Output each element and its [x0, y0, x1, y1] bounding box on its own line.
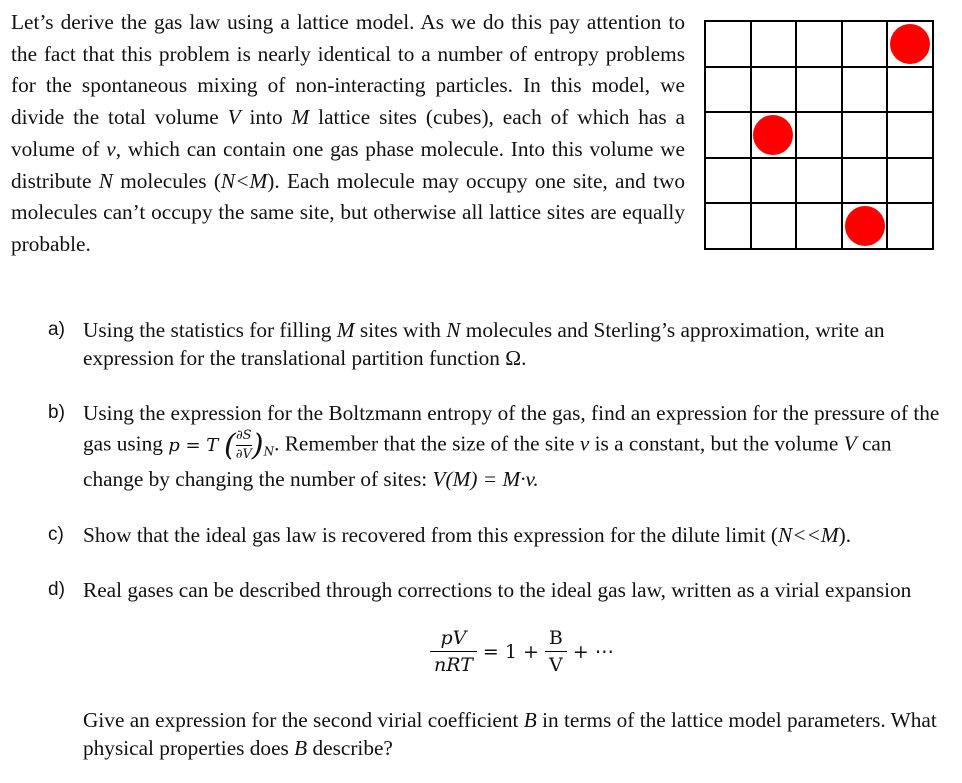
lattice-site	[705, 67, 751, 113]
lattice-site	[887, 158, 933, 204]
lattice-site	[796, 203, 842, 249]
question-b: b) Using the expression for the Boltzmann entropy of the gas, find an expression for the pressure of the gas using p = T ( $\frac{\partial S}{\partial V}$ )$_N$. Remember that the size of the site v is a constant, but the volume V can change by changing the number of sites: V(M) = M·v.	[48, 401, 940, 492]
question-letter: b)	[48, 402, 65, 423]
lattice-site	[796, 112, 842, 158]
lattice-site	[842, 112, 888, 158]
lattice-site	[705, 21, 751, 67]
lattice-site	[887, 203, 933, 249]
lattice-site	[796, 21, 842, 67]
lattice-site	[751, 112, 797, 158]
molecule	[890, 24, 930, 64]
lattice-site	[842, 203, 888, 249]
lattice-site	[887, 21, 933, 67]
lattice-site	[751, 158, 797, 204]
question-d: d) Real gases can be described through corrections to the ideal gas law, written as a virial expansion	[48, 578, 912, 602]
lattice-site	[796, 158, 842, 204]
lattice-site	[705, 112, 751, 158]
lattice-site	[705, 158, 751, 204]
lattice-site	[705, 203, 751, 249]
lattice-site	[842, 21, 888, 67]
pressure-formula: p = T ( $\frac{\partial S}{\partial V}$ )$_N$	[168, 427, 275, 463]
lattice-grid	[704, 20, 934, 250]
lattice-site	[887, 67, 933, 113]
lattice-site	[751, 21, 797, 67]
question-letter: a)	[48, 319, 65, 340]
virial-equation: $\frac{pV}{\text{nRT}}$ = 1 + $\frac{B}{V}$ + ⋯	[430, 625, 620, 678]
lattice-site	[751, 67, 797, 113]
molecule	[845, 206, 885, 246]
lattice-site	[751, 203, 797, 249]
molecule	[753, 115, 793, 155]
lattice-site	[796, 67, 842, 113]
question-c: c) Show that the ideal gas law is recovered from this expression for the dilute limit (N<<M).	[48, 523, 852, 547]
lattice-site	[842, 67, 888, 113]
question-letter: c)	[48, 524, 64, 545]
question-d-followup: Give an expression for the second virial coefficient B in terms of the lattice model parameters. What physical properties does B describe?	[83, 708, 937, 760]
intro-paragraph: Let’s derive the gas law using a lattice model. As we do this pay attention to the fact that this problem is nearly identical to a number of entropy problems for the spontaneous mixing of non-interacting particles. In this model, we divide the total volume V into M lattice sites (cubes), each of which has a volume of v, which can contain one gas phase molecule. Into this volume we distribute N molecules (N<M). Each molecule may occupy one site, and two molecules can’t occupy the same site, but otherwise all lattice sites are equally probable.	[11, 10, 685, 256]
lattice-site	[842, 158, 888, 204]
question-a: a) Using the statistics for filling M sites with N molecules and Sterling’s approximation, write an expression for the translational partition function Ω.	[48, 318, 885, 370]
lattice-site	[887, 112, 933, 158]
question-letter: d)	[48, 579, 65, 600]
